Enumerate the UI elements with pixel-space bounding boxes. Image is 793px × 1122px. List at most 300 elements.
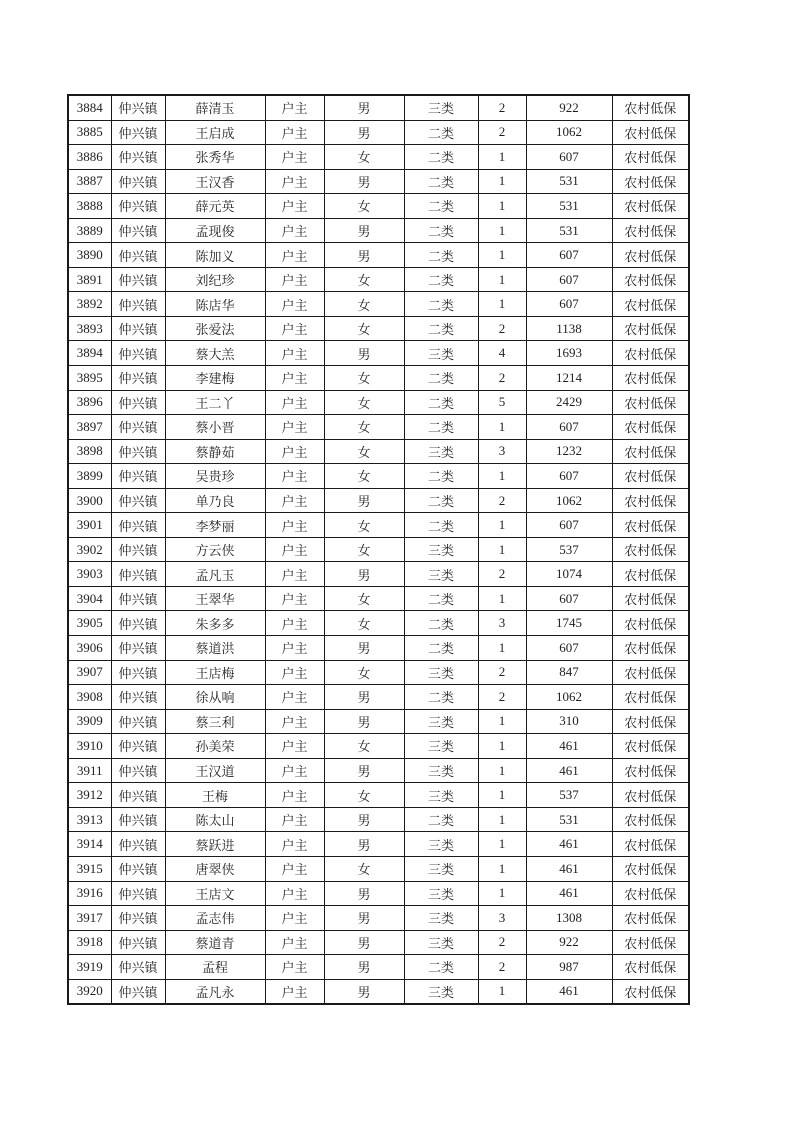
cell-person-name: 李建梅 <box>165 366 265 391</box>
cell-seq-number: 3916 <box>68 881 111 906</box>
cell-person-name: 陈店华 <box>165 292 265 317</box>
cell-seq-number: 3910 <box>68 734 111 759</box>
cell-person-count: 1 <box>478 169 526 194</box>
table-row <box>68 783 689 808</box>
table-row <box>68 341 689 366</box>
cell-category: 三类 <box>404 906 478 931</box>
cell-person-count: 1 <box>478 537 526 562</box>
table-row <box>68 586 689 611</box>
cell-town: 仲兴镇 <box>111 316 165 341</box>
cell-gender: 男 <box>324 243 404 268</box>
cell-town: 仲兴镇 <box>111 218 165 243</box>
table-row <box>68 537 689 562</box>
cell-person-name: 薛元英 <box>165 194 265 219</box>
cell-seq-number: 3898 <box>68 439 111 464</box>
cell-seq-number: 3893 <box>68 316 111 341</box>
table-row <box>68 145 689 170</box>
cell-category: 二类 <box>404 316 478 341</box>
cell-seq-number: 3904 <box>68 586 111 611</box>
cell-gender: 女 <box>324 660 404 685</box>
cell-town: 仲兴镇 <box>111 488 165 513</box>
cell-person-count: 5 <box>478 390 526 415</box>
cell-assistance-type: 农村低保 <box>612 881 689 906</box>
table-row <box>68 636 689 661</box>
cell-town: 仲兴镇 <box>111 881 165 906</box>
cell-person-name: 张爱法 <box>165 316 265 341</box>
cell-amount: 1308 <box>526 906 612 931</box>
cell-town: 仲兴镇 <box>111 95 165 120</box>
table-row <box>68 881 689 906</box>
cell-seq-number: 3915 <box>68 856 111 881</box>
cell-category: 二类 <box>404 611 478 636</box>
cell-category: 二类 <box>404 267 478 292</box>
cell-gender: 女 <box>324 734 404 759</box>
cell-gender: 女 <box>324 783 404 808</box>
cell-relation: 户主 <box>265 955 324 980</box>
cell-relation: 户主 <box>265 243 324 268</box>
table-row <box>68 709 689 734</box>
cell-assistance-type: 农村低保 <box>612 120 689 145</box>
table-row <box>68 169 689 194</box>
cell-person-name: 徐从响 <box>165 685 265 710</box>
cell-relation: 户主 <box>265 930 324 955</box>
cell-relation: 户主 <box>265 979 324 1004</box>
cell-relation: 户主 <box>265 807 324 832</box>
cell-town: 仲兴镇 <box>111 562 165 587</box>
cell-seq-number: 3885 <box>68 120 111 145</box>
cell-category: 二类 <box>404 586 478 611</box>
cell-amount: 1214 <box>526 366 612 391</box>
table-row <box>68 979 689 1004</box>
cell-amount: 607 <box>526 636 612 661</box>
cell-person-count: 1 <box>478 586 526 611</box>
cell-gender: 女 <box>324 439 404 464</box>
cell-relation: 户主 <box>265 709 324 734</box>
cell-relation: 户主 <box>265 95 324 120</box>
cell-person-count: 2 <box>478 930 526 955</box>
cell-gender: 男 <box>324 169 404 194</box>
cell-person-name: 孟志伟 <box>165 906 265 931</box>
cell-person-count: 1 <box>478 218 526 243</box>
cell-amount: 461 <box>526 979 612 1004</box>
cell-relation: 户主 <box>265 906 324 931</box>
cell-category: 三类 <box>404 341 478 366</box>
cell-seq-number: 3920 <box>68 979 111 1004</box>
cell-gender: 女 <box>324 464 404 489</box>
cell-relation: 户主 <box>265 881 324 906</box>
cell-assistance-type: 农村低保 <box>612 218 689 243</box>
cell-category: 二类 <box>404 169 478 194</box>
cell-relation: 户主 <box>265 145 324 170</box>
cell-gender: 男 <box>324 955 404 980</box>
cell-assistance-type: 农村低保 <box>612 537 689 562</box>
cell-person-name: 薛清玉 <box>165 95 265 120</box>
cell-assistance-type: 农村低保 <box>612 758 689 783</box>
cell-gender: 女 <box>324 586 404 611</box>
cell-person-count: 4 <box>478 341 526 366</box>
cell-town: 仲兴镇 <box>111 709 165 734</box>
cell-town: 仲兴镇 <box>111 120 165 145</box>
table-row <box>68 930 689 955</box>
cell-person-name: 孟凡永 <box>165 979 265 1004</box>
cell-person-count: 3 <box>478 906 526 931</box>
cell-town: 仲兴镇 <box>111 145 165 170</box>
cell-town: 仲兴镇 <box>111 586 165 611</box>
cell-person-count: 1 <box>478 267 526 292</box>
cell-category: 二类 <box>404 415 478 440</box>
cell-person-name: 王汉香 <box>165 169 265 194</box>
cell-town: 仲兴镇 <box>111 660 165 685</box>
cell-town: 仲兴镇 <box>111 856 165 881</box>
cell-town: 仲兴镇 <box>111 734 165 759</box>
cell-assistance-type: 农村低保 <box>612 488 689 513</box>
cell-gender: 女 <box>324 316 404 341</box>
cell-relation: 户主 <box>265 832 324 857</box>
cell-gender: 男 <box>324 562 404 587</box>
cell-assistance-type: 农村低保 <box>612 611 689 636</box>
cell-person-count: 2 <box>478 660 526 685</box>
cell-person-count: 1 <box>478 243 526 268</box>
cell-town: 仲兴镇 <box>111 169 165 194</box>
cell-seq-number: 3900 <box>68 488 111 513</box>
table-row <box>68 807 689 832</box>
cell-person-count: 1 <box>478 292 526 317</box>
cell-assistance-type: 农村低保 <box>612 734 689 759</box>
cell-amount: 2429 <box>526 390 612 415</box>
cell-relation: 户主 <box>265 194 324 219</box>
cell-person-count: 1 <box>478 636 526 661</box>
cell-category: 三类 <box>404 758 478 783</box>
cell-amount: 1074 <box>526 562 612 587</box>
cell-person-name: 孟凡玉 <box>165 562 265 587</box>
table-row <box>68 415 689 440</box>
cell-person-name: 蔡大羔 <box>165 341 265 366</box>
cell-town: 仲兴镇 <box>111 807 165 832</box>
cell-assistance-type: 农村低保 <box>612 439 689 464</box>
cell-seq-number: 3912 <box>68 783 111 808</box>
cell-category: 三类 <box>404 930 478 955</box>
cell-person-name: 王启成 <box>165 120 265 145</box>
table-row <box>68 194 689 219</box>
cell-person-count: 2 <box>478 488 526 513</box>
cell-town: 仲兴镇 <box>111 390 165 415</box>
table-row <box>68 832 689 857</box>
cell-relation: 户主 <box>265 218 324 243</box>
cell-amount: 461 <box>526 734 612 759</box>
cell-category: 二类 <box>404 218 478 243</box>
cell-amount: 461 <box>526 856 612 881</box>
cell-person-count: 1 <box>478 464 526 489</box>
cell-person-name: 蔡三利 <box>165 709 265 734</box>
cell-seq-number: 3890 <box>68 243 111 268</box>
cell-town: 仲兴镇 <box>111 955 165 980</box>
cell-assistance-type: 农村低保 <box>612 513 689 538</box>
cell-seq-number: 3917 <box>68 906 111 931</box>
cell-person-name: 王店梅 <box>165 660 265 685</box>
cell-town: 仲兴镇 <box>111 636 165 661</box>
cell-amount: 531 <box>526 807 612 832</box>
cell-town: 仲兴镇 <box>111 366 165 391</box>
cell-gender: 男 <box>324 341 404 366</box>
table-row <box>68 685 689 710</box>
cell-amount: 461 <box>526 881 612 906</box>
cell-person-name: 蔡小晋 <box>165 415 265 440</box>
table-row <box>68 292 689 317</box>
cell-gender: 男 <box>324 807 404 832</box>
cell-seq-number: 3914 <box>68 832 111 857</box>
cell-seq-number: 3887 <box>68 169 111 194</box>
cell-gender: 女 <box>324 267 404 292</box>
roster-body <box>68 95 689 1004</box>
cell-assistance-type: 农村低保 <box>612 95 689 120</box>
cell-gender: 男 <box>324 979 404 1004</box>
cell-relation: 户主 <box>265 316 324 341</box>
cell-person-name: 孟程 <box>165 955 265 980</box>
cell-seq-number: 3884 <box>68 95 111 120</box>
cell-category: 二类 <box>404 120 478 145</box>
table-row <box>68 562 689 587</box>
cell-gender: 男 <box>324 95 404 120</box>
cell-category: 三类 <box>404 95 478 120</box>
cell-category: 二类 <box>404 145 478 170</box>
cell-relation: 户主 <box>265 341 324 366</box>
table-row <box>68 758 689 783</box>
cell-seq-number: 3909 <box>68 709 111 734</box>
table-row <box>68 439 689 464</box>
cell-assistance-type: 农村低保 <box>612 586 689 611</box>
cell-person-count: 1 <box>478 979 526 1004</box>
cell-assistance-type: 农村低保 <box>612 930 689 955</box>
cell-town: 仲兴镇 <box>111 341 165 366</box>
cell-assistance-type: 农村低保 <box>612 292 689 317</box>
cell-town: 仲兴镇 <box>111 439 165 464</box>
cell-assistance-type: 农村低保 <box>612 709 689 734</box>
cell-amount: 607 <box>526 267 612 292</box>
cell-person-name: 朱多多 <box>165 611 265 636</box>
cell-seq-number: 3894 <box>68 341 111 366</box>
cell-assistance-type: 农村低保 <box>612 562 689 587</box>
cell-gender: 女 <box>324 366 404 391</box>
cell-assistance-type: 农村低保 <box>612 636 689 661</box>
cell-person-name: 吴贵珍 <box>165 464 265 489</box>
cell-town: 仲兴镇 <box>111 464 165 489</box>
cell-category: 三类 <box>404 783 478 808</box>
cell-person-name: 蔡道青 <box>165 930 265 955</box>
cell-assistance-type: 农村低保 <box>612 390 689 415</box>
cell-assistance-type: 农村低保 <box>612 660 689 685</box>
cell-person-count: 2 <box>478 316 526 341</box>
cell-assistance-type: 农村低保 <box>612 979 689 1004</box>
cell-person-count: 1 <box>478 709 526 734</box>
cell-relation: 户主 <box>265 660 324 685</box>
cell-person-name: 陈加义 <box>165 243 265 268</box>
cell-category: 二类 <box>404 366 478 391</box>
cell-relation: 户主 <box>265 685 324 710</box>
roster-table <box>67 94 690 1005</box>
cell-seq-number: 3899 <box>68 464 111 489</box>
cell-amount: 310 <box>526 709 612 734</box>
cell-gender: 男 <box>324 709 404 734</box>
cell-category: 三类 <box>404 832 478 857</box>
cell-assistance-type: 农村低保 <box>612 832 689 857</box>
cell-person-count: 2 <box>478 120 526 145</box>
cell-amount: 922 <box>526 95 612 120</box>
table-row <box>68 464 689 489</box>
cell-person-count: 2 <box>478 955 526 980</box>
cell-assistance-type: 农村低保 <box>612 243 689 268</box>
cell-person-name: 蔡道洪 <box>165 636 265 661</box>
cell-seq-number: 3913 <box>68 807 111 832</box>
cell-amount: 607 <box>526 243 612 268</box>
cell-category: 二类 <box>404 488 478 513</box>
cell-relation: 户主 <box>265 390 324 415</box>
table-row <box>68 906 689 931</box>
cell-relation: 户主 <box>265 267 324 292</box>
cell-seq-number: 3902 <box>68 537 111 562</box>
cell-person-count: 2 <box>478 95 526 120</box>
cell-relation: 户主 <box>265 292 324 317</box>
cell-category: 三类 <box>404 439 478 464</box>
cell-town: 仲兴镇 <box>111 611 165 636</box>
cell-town: 仲兴镇 <box>111 267 165 292</box>
cell-amount: 531 <box>526 194 612 219</box>
table-row <box>68 366 689 391</box>
cell-category: 三类 <box>404 856 478 881</box>
cell-assistance-type: 农村低保 <box>612 316 689 341</box>
table-row <box>68 660 689 685</box>
cell-assistance-type: 农村低保 <box>612 341 689 366</box>
cell-category: 二类 <box>404 464 478 489</box>
cell-amount: 607 <box>526 464 612 489</box>
table-row <box>68 513 689 538</box>
cell-assistance-type: 农村低保 <box>612 169 689 194</box>
cell-category: 二类 <box>404 243 478 268</box>
cell-assistance-type: 农村低保 <box>612 464 689 489</box>
cell-seq-number: 3888 <box>68 194 111 219</box>
cell-seq-number: 3905 <box>68 611 111 636</box>
cell-relation: 户主 <box>265 415 324 440</box>
cell-gender: 女 <box>324 537 404 562</box>
cell-amount: 607 <box>526 513 612 538</box>
cell-relation: 户主 <box>265 562 324 587</box>
cell-seq-number: 3896 <box>68 390 111 415</box>
cell-seq-number: 3895 <box>68 366 111 391</box>
cell-amount: 1232 <box>526 439 612 464</box>
cell-category: 二类 <box>404 807 478 832</box>
cell-category: 二类 <box>404 636 478 661</box>
cell-gender: 男 <box>324 930 404 955</box>
table-row <box>68 316 689 341</box>
cell-person-name: 蔡跃进 <box>165 832 265 857</box>
cell-gender: 男 <box>324 636 404 661</box>
table-row <box>68 955 689 980</box>
cell-town: 仲兴镇 <box>111 783 165 808</box>
cell-person-name: 王汉道 <box>165 758 265 783</box>
cell-amount: 1062 <box>526 120 612 145</box>
cell-assistance-type: 农村低保 <box>612 366 689 391</box>
cell-amount: 1138 <box>526 316 612 341</box>
cell-category: 三类 <box>404 562 478 587</box>
cell-category: 二类 <box>404 955 478 980</box>
cell-person-name: 陈太山 <box>165 807 265 832</box>
cell-seq-number: 3908 <box>68 685 111 710</box>
cell-relation: 户主 <box>265 636 324 661</box>
cell-gender: 女 <box>324 390 404 415</box>
cell-person-count: 1 <box>478 415 526 440</box>
cell-person-count: 3 <box>478 611 526 636</box>
cell-assistance-type: 农村低保 <box>612 955 689 980</box>
cell-person-name: 唐翠侠 <box>165 856 265 881</box>
cell-amount: 1062 <box>526 685 612 710</box>
cell-amount: 607 <box>526 415 612 440</box>
cell-category: 三类 <box>404 537 478 562</box>
table-row <box>68 390 689 415</box>
cell-assistance-type: 农村低保 <box>612 415 689 440</box>
cell-town: 仲兴镇 <box>111 513 165 538</box>
cell-person-count: 1 <box>478 881 526 906</box>
cell-category: 二类 <box>404 685 478 710</box>
cell-person-count: 3 <box>478 439 526 464</box>
cell-amount: 922 <box>526 930 612 955</box>
cell-gender: 女 <box>324 145 404 170</box>
cell-seq-number: 3907 <box>68 660 111 685</box>
cell-seq-number: 3911 <box>68 758 111 783</box>
cell-town: 仲兴镇 <box>111 243 165 268</box>
cell-town: 仲兴镇 <box>111 194 165 219</box>
cell-seq-number: 3897 <box>68 415 111 440</box>
cell-relation: 户主 <box>265 586 324 611</box>
cell-gender: 女 <box>324 292 404 317</box>
cell-relation: 户主 <box>265 758 324 783</box>
cell-person-count: 1 <box>478 807 526 832</box>
cell-relation: 户主 <box>265 439 324 464</box>
cell-town: 仲兴镇 <box>111 906 165 931</box>
cell-town: 仲兴镇 <box>111 537 165 562</box>
cell-category: 二类 <box>404 194 478 219</box>
cell-town: 仲兴镇 <box>111 415 165 440</box>
cell-amount: 537 <box>526 537 612 562</box>
cell-assistance-type: 农村低保 <box>612 807 689 832</box>
cell-person-count: 1 <box>478 856 526 881</box>
cell-person-name: 李梦丽 <box>165 513 265 538</box>
cell-gender: 男 <box>324 488 404 513</box>
cell-assistance-type: 农村低保 <box>612 783 689 808</box>
cell-gender: 男 <box>324 685 404 710</box>
cell-town: 仲兴镇 <box>111 979 165 1004</box>
table-row <box>68 95 689 120</box>
cell-assistance-type: 农村低保 <box>612 906 689 931</box>
cell-person-count: 1 <box>478 783 526 808</box>
cell-amount: 461 <box>526 758 612 783</box>
cell-seq-number: 3919 <box>68 955 111 980</box>
cell-amount: 847 <box>526 660 612 685</box>
cell-relation: 户主 <box>265 488 324 513</box>
cell-seq-number: 3886 <box>68 145 111 170</box>
cell-person-name: 张秀华 <box>165 145 265 170</box>
table-row <box>68 856 689 881</box>
cell-person-name: 单乃良 <box>165 488 265 513</box>
cell-amount: 1693 <box>526 341 612 366</box>
table-row <box>68 120 689 145</box>
cell-person-count: 2 <box>478 685 526 710</box>
cell-gender: 男 <box>324 881 404 906</box>
cell-category: 三类 <box>404 734 478 759</box>
cell-assistance-type: 农村低保 <box>612 145 689 170</box>
cell-gender: 男 <box>324 906 404 931</box>
cell-gender: 男 <box>324 218 404 243</box>
cell-person-name: 蔡静茹 <box>165 439 265 464</box>
cell-gender: 男 <box>324 758 404 783</box>
